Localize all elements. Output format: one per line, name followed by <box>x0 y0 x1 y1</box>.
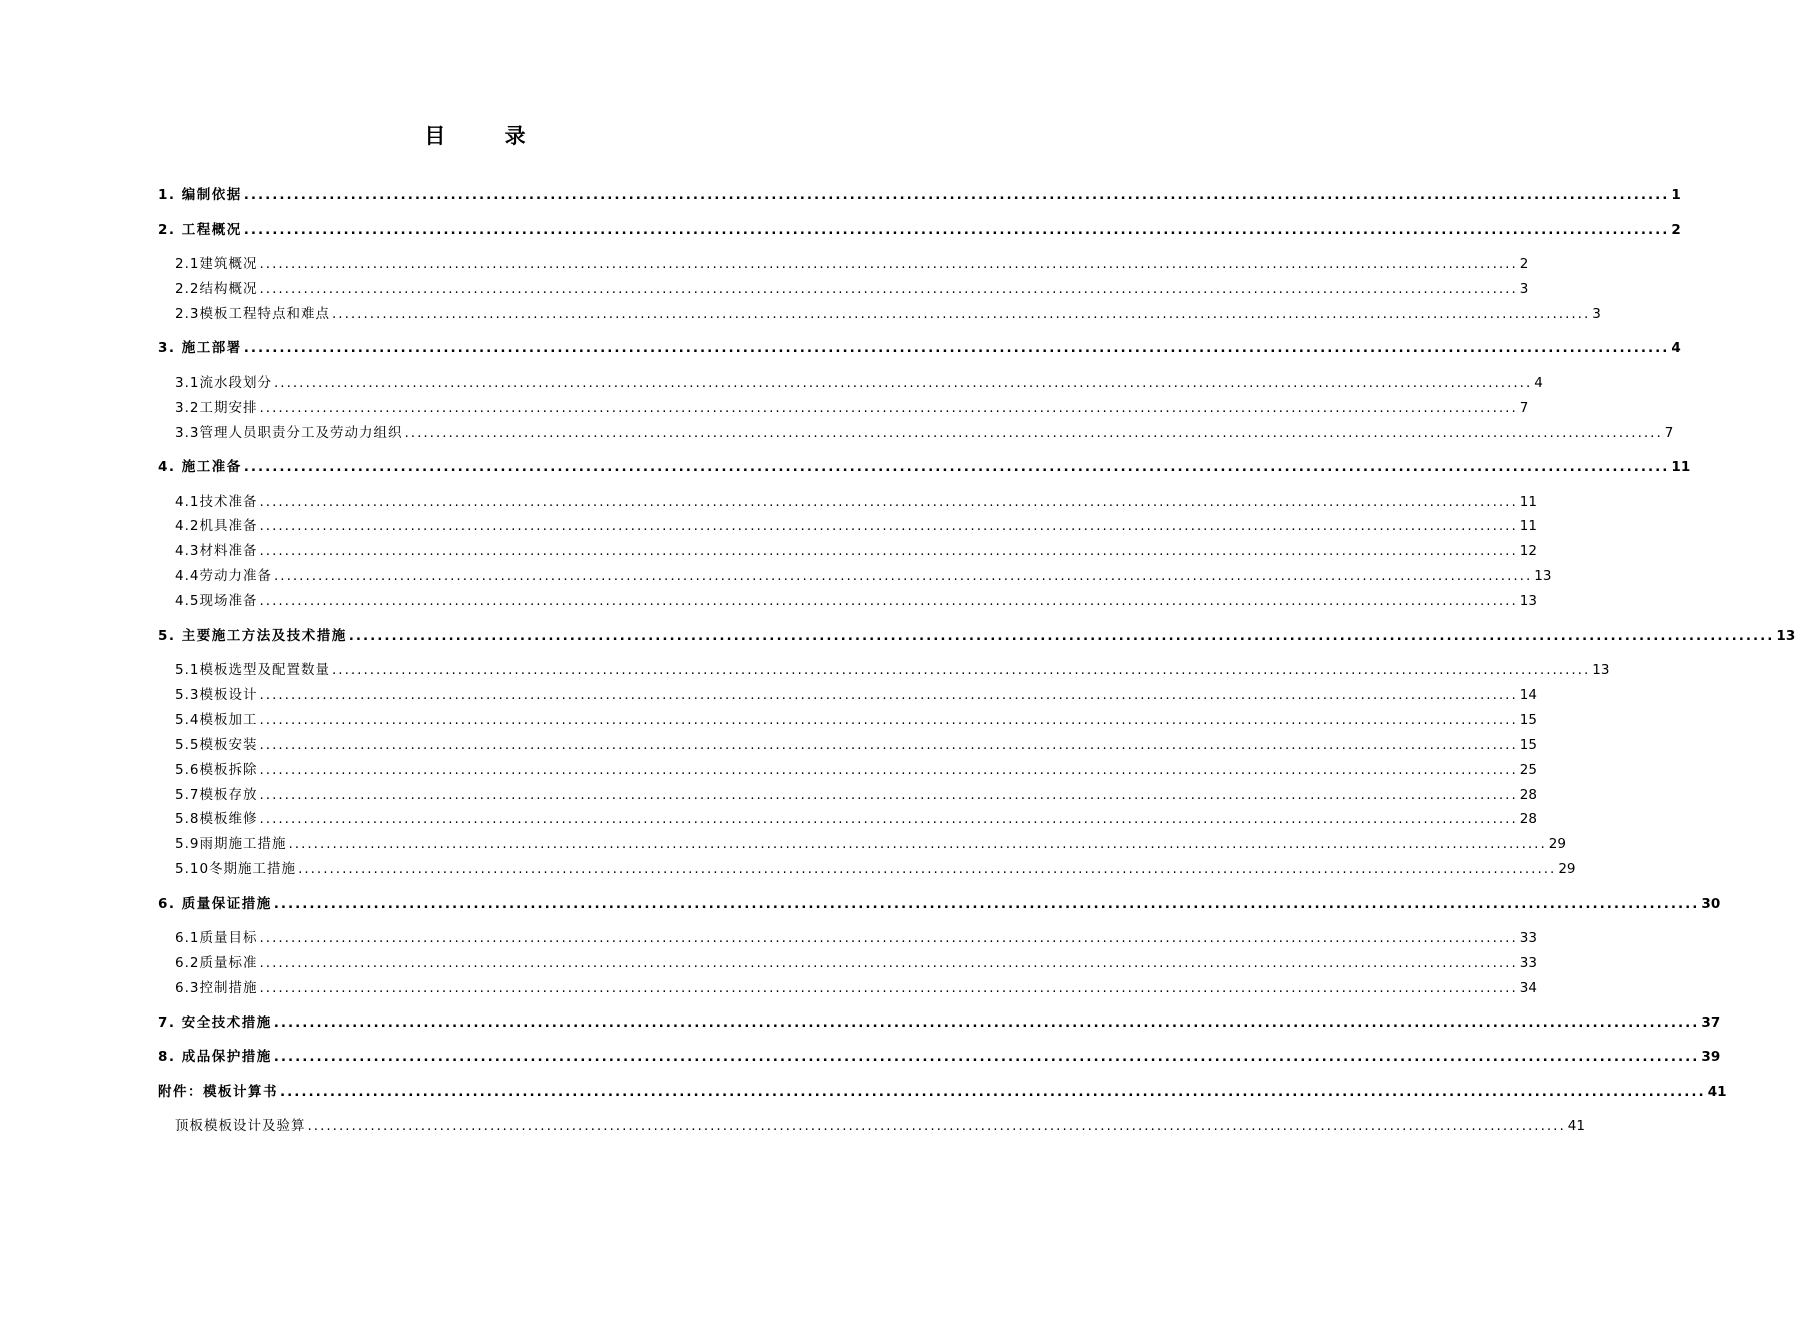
table-of-contents <box>158 184 1795 1137</box>
toc-entry[interactable] <box>158 927 1537 949</box>
toc-entry-page-number: 30 <box>1701 895 1721 912</box>
dot-leader: ........................................................................................................................................................................................................ <box>331 662 1591 679</box>
toc-entry-page-number: 7 <box>1519 399 1529 416</box>
toc-entry[interactable] <box>158 659 1610 681</box>
dot-leader: ........................................................................................................................................................................................................ <box>259 711 1518 728</box>
dot-leader: ........................................................................................................................................................................................................ <box>259 811 1518 828</box>
dot-leader: ........................................................................................................................................................................................................ <box>259 955 1518 972</box>
dot-leader: ........................................................................................................................................................................................................ <box>259 543 1518 560</box>
toc-entry-page-number: 28 <box>1519 811 1537 828</box>
toc-entry-label: 5.5模板安装 <box>175 736 258 753</box>
toc-entry[interactable] <box>158 184 1681 206</box>
toc-entry-page-number: 4 <box>1534 374 1543 391</box>
toc-entry-page-number: 12 <box>1519 543 1537 560</box>
toc-entry-page-number: 39 <box>1701 1049 1721 1066</box>
dot-leader: ........................................................................................................................................................................................................ <box>307 1118 1566 1135</box>
dot-leader: ........................................................................................................................................................................................................ <box>259 399 1518 416</box>
toc-entry-label: 顶板模板设计及验算 <box>175 1118 306 1135</box>
dot-leader: ........................................................................................................................................................................................................ <box>280 1083 1706 1100</box>
toc-entry-label: 3. 施工部署 <box>158 340 242 357</box>
toc-entry[interactable] <box>158 278 1529 300</box>
toc-entry[interactable] <box>158 1046 1721 1068</box>
toc-entry[interactable] <box>158 565 1552 587</box>
toc-entry-page-number: 37 <box>1701 1014 1721 1031</box>
dot-leader: ........................................................................................................................................................................................................ <box>259 518 1518 535</box>
toc-entry-label: 5.8模板维修 <box>175 811 258 828</box>
dot-leader: ........................................................................................................................................................................................................ <box>273 374 1533 391</box>
dot-leader: ........................................................................................................................................................................................................ <box>259 736 1518 753</box>
dot-leader: ........................................................................................................................................................................................................ <box>273 1014 1700 1031</box>
toc-entry-label: 5. 主要施工方法及技术措施 <box>158 627 347 644</box>
toc-entry-page-number: 25 <box>1519 761 1537 778</box>
toc-entry-label: 8. 成品保护措施 <box>158 1049 272 1066</box>
toc-entry-page-number: 11 <box>1519 493 1537 510</box>
toc-entry-label: 6.2质量标准 <box>175 955 258 972</box>
toc-entry-label: 5.9雨期施工措施 <box>175 836 287 853</box>
toc-entry-label: 6.3控制措施 <box>175 980 258 997</box>
toc-entry[interactable] <box>158 456 1691 478</box>
toc-entry-page-number: 15 <box>1519 711 1537 728</box>
toc-entry[interactable] <box>158 1081 1727 1103</box>
toc-entry-page-number: 33 <box>1519 955 1537 972</box>
toc-entry-label: 6. 质量保证措施 <box>158 895 272 912</box>
toc-entry[interactable] <box>158 590 1537 612</box>
toc-entry-page-number: 41 <box>1567 1118 1585 1135</box>
toc-entry-page-number: 15 <box>1519 736 1537 753</box>
dot-leader: ........................................................................................................................................................................................................ <box>259 761 1518 778</box>
toc-entry-page-number: 1 <box>1671 187 1681 203</box>
toc-entry-page-number: 34 <box>1519 980 1537 997</box>
toc-entry-page-number: 14 <box>1519 687 1537 704</box>
toc-entry-label: 4.5现场准备 <box>175 593 258 610</box>
toc-entry-label: 5.1模板选型及配置数量 <box>175 662 330 679</box>
toc-entry[interactable] <box>158 858 1576 880</box>
dot-leader: ........................................................................................................................................................................................................ <box>243 459 1670 476</box>
dot-leader: ........................................................................................................................................................................................................ <box>259 280 1518 297</box>
toc-entry-page-number: 3 <box>1519 280 1529 297</box>
toc-entry[interactable] <box>158 684 1537 706</box>
toc-entry[interactable] <box>158 784 1537 806</box>
toc-entry-page-number: 41 <box>1707 1083 1727 1100</box>
toc-entry[interactable] <box>158 540 1537 562</box>
toc-entry[interactable] <box>158 625 1795 647</box>
toc-entry-page-number: 11 <box>1519 518 1537 535</box>
toc-entry-label: 4.2机具准备 <box>175 518 258 535</box>
dot-leader: ........................................................................................................................................................................................................ <box>259 493 1518 510</box>
toc-entry-label: 3.2工期安排 <box>175 399 258 416</box>
toc-entry-page-number: 4 <box>1671 340 1681 357</box>
toc-entry-label: 3.1流水段划分 <box>175 374 272 391</box>
toc-entry[interactable] <box>158 759 1537 781</box>
toc-entry-page-number: 13 <box>1592 662 1610 679</box>
toc-entry[interactable] <box>158 219 1681 241</box>
toc-entry-page-number: 11 <box>1671 459 1691 476</box>
toc-entry-label: 3.3管理人员职责分工及劳动力组织 <box>175 424 403 441</box>
dot-leader: ........................................................................................................................................................................................................ <box>348 627 1775 644</box>
toc-entry-label: 4. 施工准备 <box>158 459 242 476</box>
toc-entry-page-number: 2 <box>1519 256 1529 272</box>
toc-entry[interactable] <box>158 303 1601 325</box>
toc-entry[interactable] <box>158 952 1537 974</box>
dot-leader: ........................................................................................................................................................................................................ <box>298 861 1557 878</box>
dot-leader: ........................................................................................................................................................................................................ <box>404 424 1663 441</box>
dot-leader: ........................................................................................................................................................................................................ <box>243 221 1670 238</box>
toc-entry[interactable] <box>158 397 1529 419</box>
toc-entry-label: 2.3模板工程特点和难点 <box>175 305 330 322</box>
toc-entry-label: 6.1质量目标 <box>175 930 258 947</box>
toc-entry-page-number: 13 <box>1534 568 1552 585</box>
toc-entry-label: 5.6模板拆除 <box>175 761 258 778</box>
dot-leader: ........................................................................................................................................................................................................ <box>243 187 1670 203</box>
toc-entry[interactable] <box>158 808 1537 830</box>
toc-entry[interactable] <box>158 337 1681 359</box>
dot-leader: ........................................................................................................................................................................................................ <box>259 593 1518 610</box>
toc-entry[interactable] <box>158 253 1529 275</box>
toc-entry[interactable] <box>158 1012 1721 1034</box>
toc-entry-page-number: 28 <box>1519 786 1537 803</box>
toc-entry[interactable] <box>158 1115 1585 1137</box>
toc-entry-label: 1. 编制依据 <box>158 187 242 203</box>
toc-entry-page-number: 3 <box>1592 305 1601 322</box>
dot-leader: ........................................................................................................................................................................................................ <box>259 687 1518 704</box>
toc-entry[interactable] <box>158 709 1537 731</box>
toc-entry-page-number: 29 <box>1558 861 1576 878</box>
dot-leader: ........................................................................................................................................................................................................ <box>259 256 1518 272</box>
toc-entry-page-number: 33 <box>1519 930 1537 947</box>
toc-entry[interactable] <box>158 372 1543 394</box>
toc-entry-label: 附件：模板计算书 <box>158 1083 278 1100</box>
toc-entry-page-number: 7 <box>1664 424 1674 441</box>
dot-leader: ........................................................................................................................................................................................................ <box>243 340 1670 357</box>
toc-entry-page-number: 13 <box>1776 627 1795 644</box>
toc-entry-label: 5.3模板设计 <box>175 687 258 704</box>
toc-entry-label: 4.1技术准备 <box>175 493 258 510</box>
dot-leader: ........................................................................................................................................................................................................ <box>273 895 1700 912</box>
toc-title: 目 录 <box>424 124 552 148</box>
dot-leader: ........................................................................................................................................................................................................ <box>259 786 1518 803</box>
dot-leader: ........................................................................................................................................................................................................ <box>288 836 1547 853</box>
toc-entry[interactable] <box>158 734 1537 756</box>
dot-leader: ........................................................................................................................................................................................................ <box>273 1049 1700 1066</box>
toc-entry-label: 2.2结构概况 <box>175 280 258 297</box>
toc-entry[interactable] <box>158 893 1721 915</box>
toc-entry-label: 4.4劳动力准备 <box>175 568 272 585</box>
toc-entry-label: 7. 安全技术措施 <box>158 1014 272 1031</box>
dot-leader: ........................................................................................................................................................................................................ <box>273 568 1533 585</box>
toc-entry[interactable] <box>158 491 1537 513</box>
toc-entry-label: 5.4模板加工 <box>175 711 258 728</box>
toc-entry-label: 5.7模板存放 <box>175 786 258 803</box>
dot-leader: ........................................................................................................................................................................................................ <box>259 930 1518 947</box>
toc-entry-label: 4.3材料准备 <box>175 543 258 560</box>
toc-entry[interactable] <box>158 515 1537 537</box>
dot-leader: ........................................................................................................................................................................................................ <box>259 980 1518 997</box>
toc-entry-label: 5.10冬期施工措施 <box>175 861 297 878</box>
toc-entry[interactable] <box>158 977 1537 999</box>
toc-entry[interactable] <box>158 422 1674 444</box>
toc-entry[interactable] <box>158 833 1566 855</box>
toc-entry-page-number: 29 <box>1548 836 1566 853</box>
toc-entry-page-number: 2 <box>1671 221 1681 238</box>
toc-entry-label: 2.1建筑概况 <box>175 256 258 272</box>
toc-entry-label: 2. 工程概况 <box>158 221 242 238</box>
toc-entry-page-number: 13 <box>1519 593 1537 610</box>
dot-leader: ........................................................................................................................................................................................................ <box>331 305 1591 322</box>
